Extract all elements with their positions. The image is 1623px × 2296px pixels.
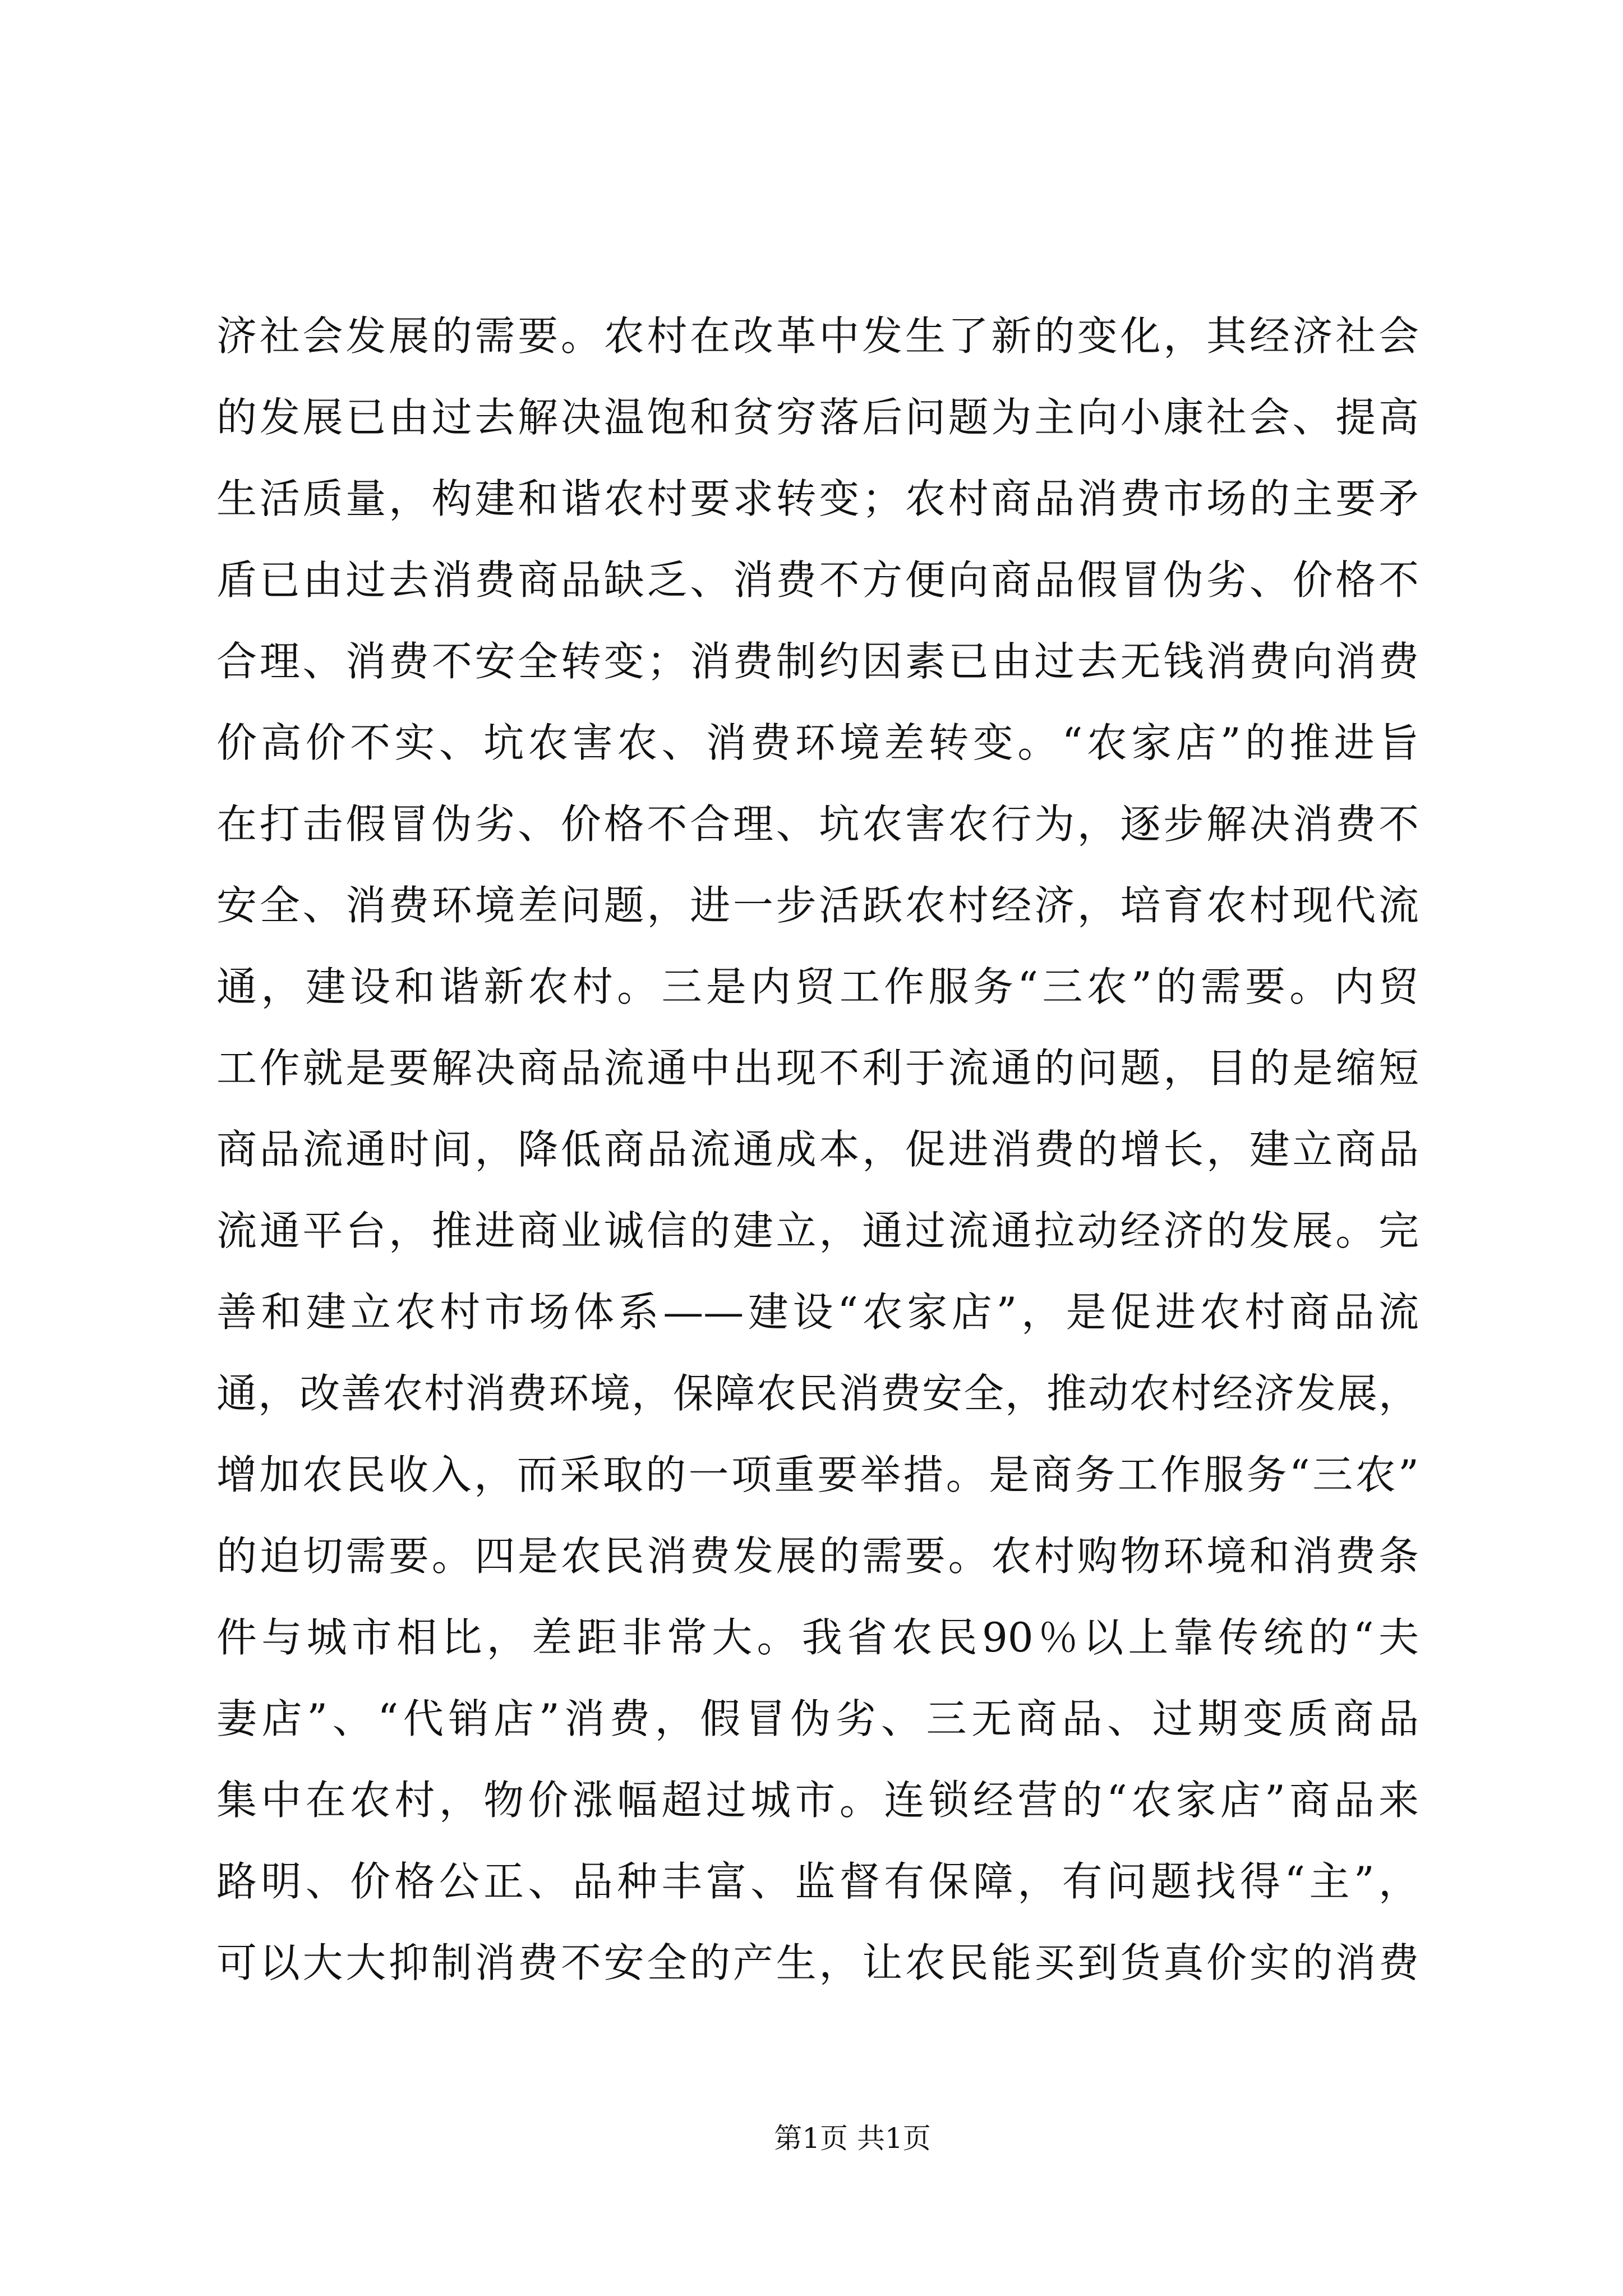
body-text [216,296,1419,2004]
text-line: 妻店”、“代销店”消费，假冒伪劣、三无商品、过期变质商品 [216,1695,1419,1742]
text-line: 盾已由过去消费商品缺乏、消费不方便向商品假冒伪劣、价格不 [216,556,1419,604]
text-line: 善和建立农村市场体系——建设“农家店”，是促进农村商品流 [216,1289,1419,1336]
text-line: 可以大大抑制消费不安全的产生，让农民能买到货真价实的消费 [216,1939,1419,1986]
text-line: 在打击假冒伪劣、价格不合理、坑农害农行为，逐步解决消费不 [216,800,1419,848]
text-line: 流通平台，推进商业诚信的建立，通过流通拉动经济的发展。完 [216,1207,1419,1254]
text-line: 工作就是要解决商品流通中出现不利于流通的问题，目的是缩短 [216,1045,1419,1092]
text-line: 的迫切需要。四是农民消费发展的需要。农村购物环境和消费条 [216,1533,1419,1580]
text-line: 安全、消费环境差问题，进一步活跃农村经济，培育农村现代流 [216,882,1419,929]
text-line: 的发展已由过去解决温饱和贫穷落后问题为主向小康社会、提高 [216,394,1419,441]
text-line: 通，建设和谐新农村。三是内贸工作服务“三农”的需要。内贸 [216,963,1419,1010]
page-footer: 第1页 共1页 [774,2122,931,2155]
text-line: 生活质量，构建和谐农村要求转变；农村商品消费市场的主要矛 [216,475,1419,522]
text-line: 合理、消费不安全转变；消费制约因素已由过去无钱消费向消费 [216,638,1419,685]
text-line: 件与城市相比，差距非常大。我省农民90％以上靠传统的“夫 [216,1614,1419,1661]
text-line: 价高价不实、坑农害农、消费环境差转变。“农家店”的推进旨 [216,719,1419,766]
text-line: 通，改善农村消费环境，保障农民消费安全，推动农村经济发展， [216,1370,1419,1417]
text-line: 路明、价格公正、品种丰富、监督有保障，有问题找得“主”， [216,1858,1419,1905]
text-line: 济社会发展的需要。农村在改革中发生了新的变化，其经济社会 [216,312,1419,360]
text-line: 集中在农村，物价涨幅超过城市。连锁经营的“农家店”商品来 [216,1777,1419,1824]
text-line: 商品流通时间，降低商品流通成本，促进消费的增长，建立商品 [216,1126,1419,1173]
text-line: 增加农民收入，而采取的一项重要举措。是商务工作服务“三农” [216,1451,1419,1498]
